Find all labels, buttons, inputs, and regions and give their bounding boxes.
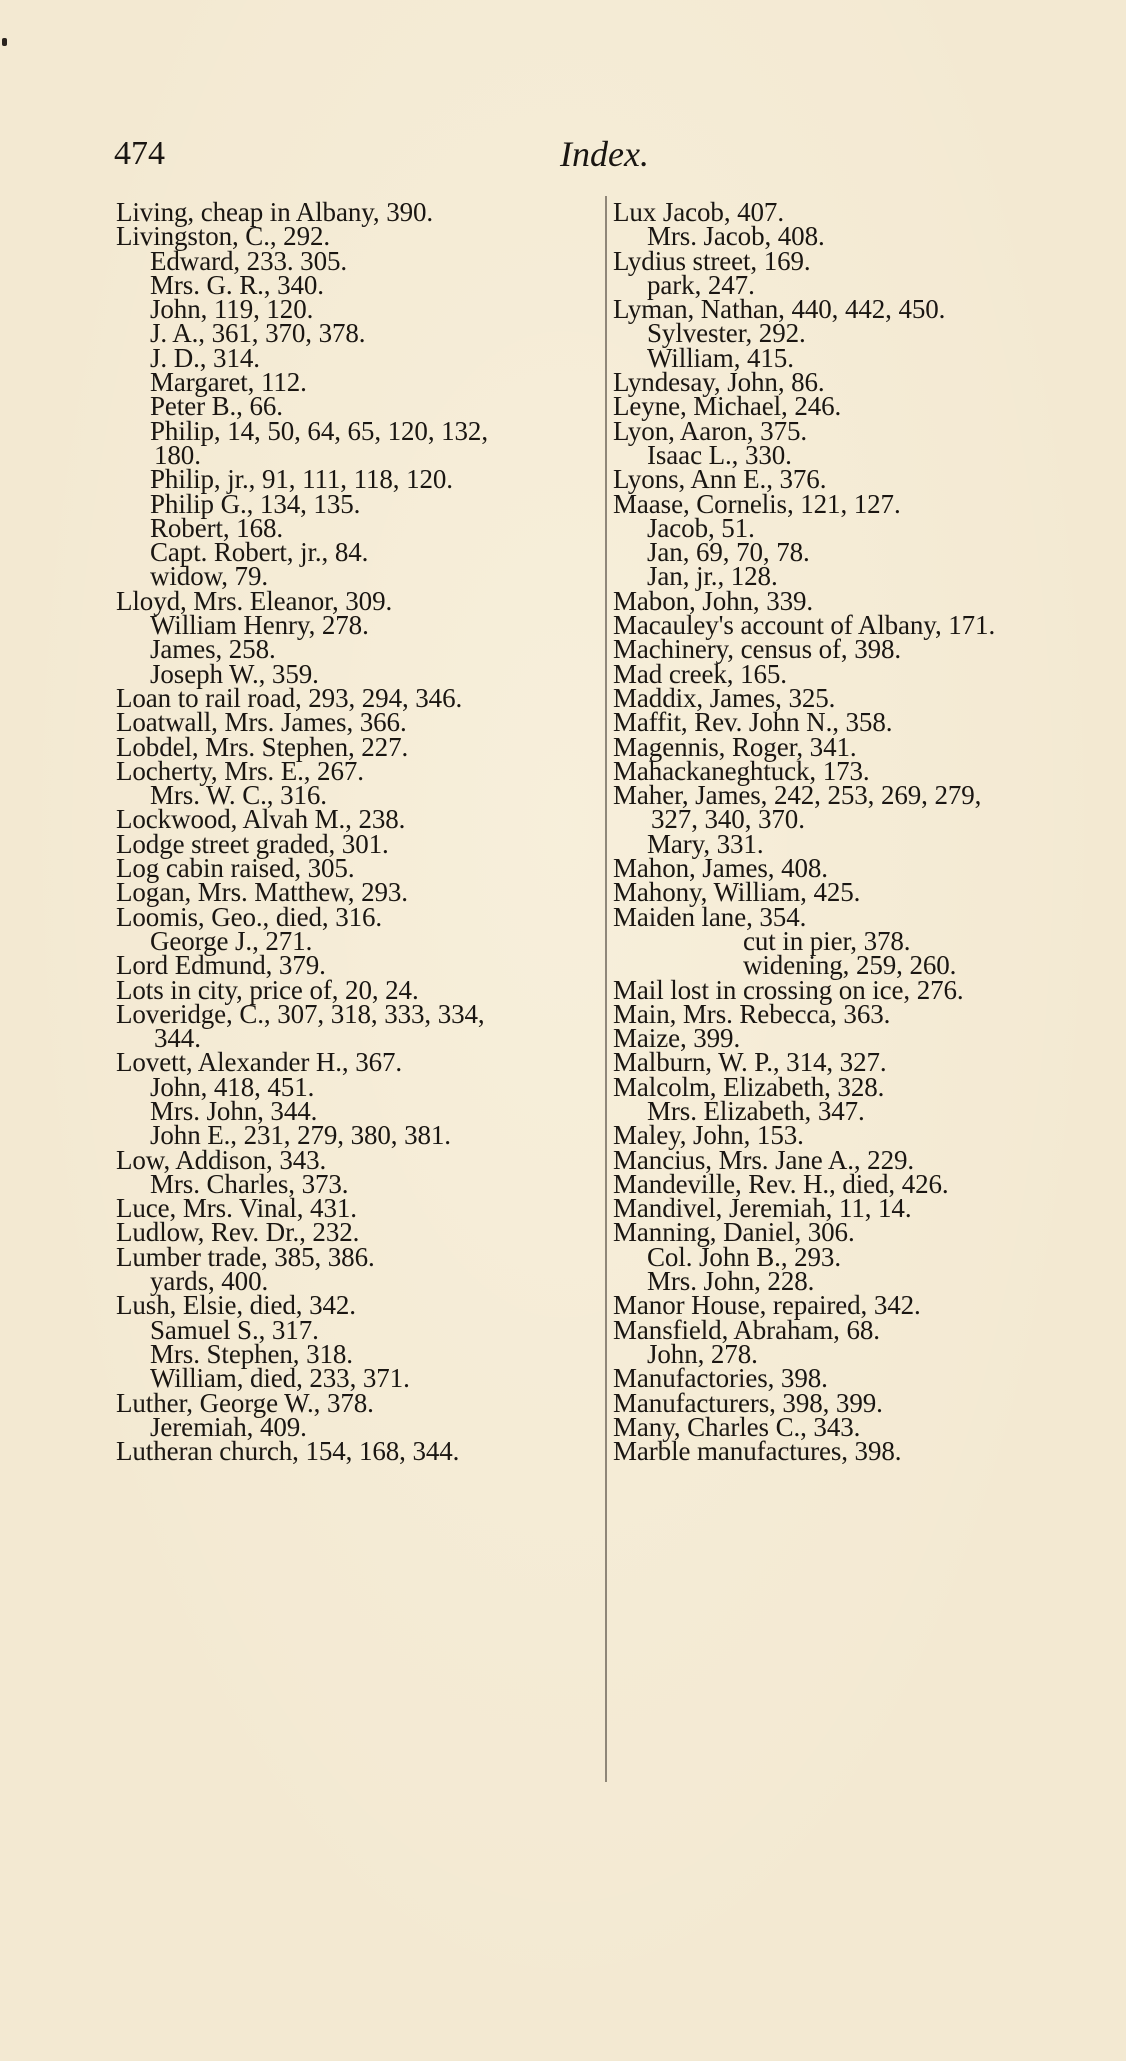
index-entry: Manor House, repaired, 342. [613,1290,921,1321]
index-entry: Loveridge, C., 307, 318, 333, 334, [116,998,485,1029]
index-entry: Mrs. W. C., 316. [150,780,327,811]
index-entry: Malcolm, Elizabeth, 328. [613,1071,885,1102]
index-entry: Samuel S., 317. [150,1314,319,1345]
index-entry: Loan to rail road, 293, 294, 346. [116,682,463,713]
index-entry: Log cabin raised, 305. [116,853,355,884]
index-entry: Marble manufactures, 398. [613,1436,902,1467]
index-entry: Isaac L., 330. [647,439,792,470]
index-entry: 327, 340, 370. [651,804,805,835]
index-entry: Lutheran church, 154, 168, 344. [116,1436,460,1467]
index-entry: Lydius street, 169. [613,245,811,276]
index-entry: John E., 231, 279, 380, 381. [150,1120,451,1151]
index-entry: Living, cheap in Albany, 390. [116,197,434,227]
index-entry: Low, Addison, 343. [116,1144,327,1175]
index-entry: Leyne, Michael, 246. [613,391,842,422]
index-entry: Maize, 399. [613,1023,741,1054]
index-entry: William Henry, 278. [150,610,369,641]
index-entry: Manufacturers, 398, 399. [613,1387,883,1418]
index-entry: Many, Charles C., 343. [613,1411,861,1442]
index-entry: Mad creek, 165. [613,658,787,689]
index-entry: Ludlow, Rev. Dr., 232. [116,1217,360,1248]
index-entry: Robert, 168. [150,512,284,543]
index-entry: James, 258. [150,634,276,665]
index-entry: Maddix, James, 325. [613,682,836,713]
index-entry: Machinery, census of, 398. [613,634,902,665]
index-entry: Col. John B., 293. [647,1241,841,1272]
index-entry: Logan, Mrs. Matthew, 293. [116,877,408,908]
index-entry: Lyons, Ann E., 376. [613,464,827,495]
index-entry: J. A., 361, 370, 378. [150,318,366,349]
column-divider [605,196,607,1782]
index-entry: yards, 400. [150,1266,269,1297]
index-entry: Jacob, 51. [647,512,755,543]
index-entry: Lyon, Aaron, 375. [613,415,808,446]
index-entry: Lodge street graded, 301. [116,828,389,859]
index-entry: Sylvester, 292. [647,318,806,349]
running-title: Index. [560,134,649,174]
index-entry: Mail lost in crossing on ice, 276. [613,974,964,1005]
index-entry: Maiden lane, 354. [613,901,807,932]
index-entry: Malburn, W. P., 314, 327. [613,1047,887,1078]
index-column-right [613,197,1123,1467]
index-entry: Locherty, Mrs. E., 267. [116,755,364,786]
index-entry: J. D., 314. [150,342,260,373]
index-entry: Philip, jr., 91, 111, 118, 120. [150,464,453,495]
index-entry: Jeremiah, 409. [150,1411,307,1442]
index-entry: Margaret, 112. [150,367,307,398]
index-entry: Lumber trade, 385, 386. [116,1241,375,1272]
index-entry: Luce, Mrs. Vinal, 431. [116,1193,357,1224]
index-entry: Lyndesay, John, 86. [613,367,825,398]
index-entry: 344. [154,1023,201,1054]
index-entry: Mahon, James, 408. [613,853,828,884]
index-entry: John, 418, 451. [150,1071,315,1102]
index-entry: Philip, 14, 50, 64, 65, 120, 132, [150,415,488,446]
index-entry: Mary, 331. [647,828,764,859]
index-entry: Maley, John, 153. [613,1120,804,1151]
index-entry: Lots in city, price of, 20, 24. [116,974,419,1005]
index-entry: Lobdel, Mrs. Stephen, 227. [116,731,409,762]
index-entry: Loomis, Geo., died, 316. [116,901,383,932]
page-header [0,132,1126,176]
index-entry: Peter B., 66. [150,391,283,422]
index-entry: Loatwall, Mrs. James, 366. [116,707,407,738]
index-entry: Mahony, William, 425. [613,877,861,908]
index-entry: widening, 259, 260. [743,950,957,981]
ink-speck [2,38,7,46]
index-entry: Lovett, Alexander H., 367. [116,1047,403,1078]
index-entry: Lord Edmund, 379. [116,950,326,981]
index-entry: Mansfield, Abraham, 68. [613,1314,880,1345]
index-entry: Mrs. G. R., 340. [150,269,324,300]
index-entry: Mancius, Mrs. Jane A., 229. [613,1144,915,1175]
index-entry: Philip G., 134, 135. [150,488,361,519]
index-entry: Mrs. Jacob, 408. [647,221,825,252]
index-entry: Magennis, Roger, 341. [613,731,857,762]
index-entry: John, 119, 120. [150,294,314,325]
index-entry: Lyman, Nathan, 440, 442, 450. [613,294,946,325]
index-entry: cut in pier, 378. [743,925,911,956]
index-entry: Mrs. Charles, 373. [150,1168,349,1199]
index-entry: Lockwood, Alvah M., 238. [116,804,406,835]
index-entry: Lux Jacob, 407. [613,197,784,227]
index-entry: Main, Mrs. Rebecca, 363. [613,998,891,1029]
page-number: 474 [114,135,165,172]
index-entry: Manning, Daniel, 306. [613,1217,855,1248]
index-entry: Mabon, John, 339. [613,585,814,616]
index-entry: Mandivel, Jeremiah, 11, 14. [613,1193,912,1224]
index-entry: Lush, Elsie, died, 342. [116,1290,356,1321]
index-entry: John, 278. [647,1338,758,1369]
index-entry: park, 247. [647,269,755,300]
index-entry: Lloyd, Mrs. Eleanor, 309. [116,585,393,616]
index-entry: Livingston, C., 292. [116,221,331,252]
index-entry: Maffit, Rev. John N., 358. [613,707,893,738]
index-entry: Mrs. Elizabeth, 347. [647,1095,865,1126]
index-entry: Luther, George W., 378. [116,1387,374,1418]
index-entry: Mahackaneghtuck, 173. [613,755,870,786]
index-entry: Capt. Robert, jr., 84. [150,537,369,568]
index-entry: William, died, 233, 371. [150,1363,410,1394]
index-entry: Mandeville, Rev. H., died, 426. [613,1168,949,1199]
index-column-left [116,197,626,1467]
index-entry: widow, 79. [150,561,268,592]
index-entry: Edward, 233. 305. [150,245,348,276]
index-entry: Maher, James, 242, 253, 269, 279, [613,780,982,811]
index-entry: George J., 271. [150,925,313,956]
index-entry: 180. [154,439,201,470]
index-entry: Maase, Cornelis, 121, 127. [613,488,901,519]
index-entry: William, 415. [647,342,794,373]
index-entry: Jan, 69, 70, 78. [647,537,810,568]
index-entry: Macauley's account of Albany, 171. [613,610,996,641]
index-entry: Mrs. John, 228. [647,1266,815,1297]
index-entry: Joseph W., 359. [150,658,319,689]
index-entry: Mrs. John, 344. [150,1095,318,1126]
index-entry: Jan, jr., 128. [647,561,778,592]
index-entry: Mrs. Stephen, 318. [150,1338,353,1369]
index-entry: Manufactories, 398. [613,1363,828,1394]
